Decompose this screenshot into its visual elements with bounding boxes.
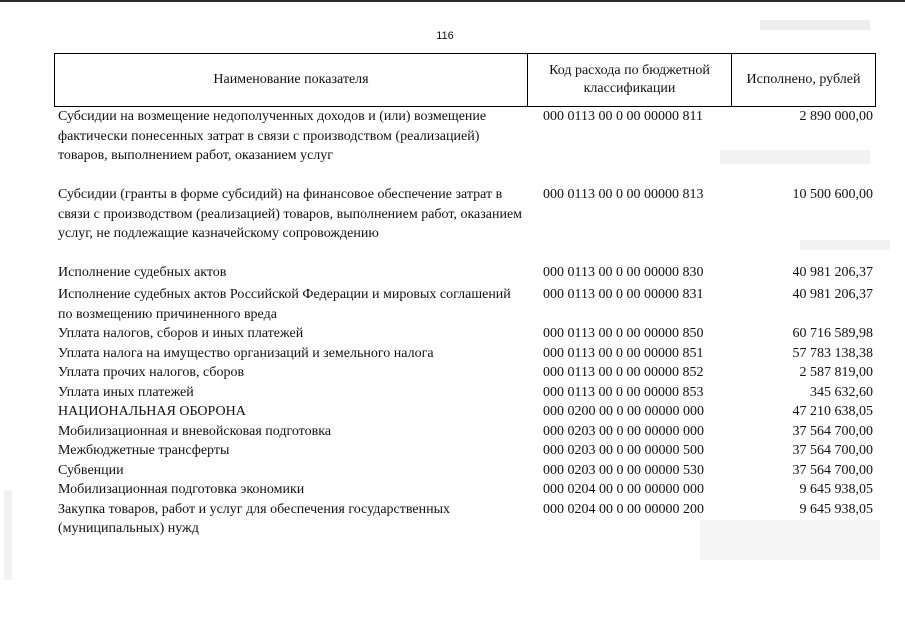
table-row xyxy=(0,324,905,344)
table-body xyxy=(0,107,905,539)
row-name: Закупка товаров, работ и услуг для обеспечения государственных (муниципальных) нужд xyxy=(58,501,451,536)
row-code: 000 0200 00 0 00 00000 000 xyxy=(543,404,704,419)
row-name: Межбюджетные трансферты xyxy=(58,443,230,458)
table-row xyxy=(0,402,905,422)
table-row xyxy=(0,461,905,481)
row-amount: 37 564 700,00 xyxy=(792,423,873,439)
header-name: Наименование показателя xyxy=(55,54,528,106)
table-row xyxy=(0,263,905,285)
table-row xyxy=(0,363,905,383)
row-name: Субсидии на возмещение недополученных доходов и (или) возмещение фактически понесенных затрат в связи с производством (реализацией) товаров, выполнением работ, оказанием услуг xyxy=(58,109,487,163)
scan-noise xyxy=(800,240,890,250)
row-name: Уплата иных платежей xyxy=(58,384,194,400)
row-name: Мобилизационная и вневойсковая подготовка xyxy=(58,423,332,439)
row-name: Субвенции xyxy=(58,462,124,478)
row-amount: 2 587 819,00 xyxy=(799,365,873,380)
row-name: Мобилизационная подготовка экономики xyxy=(58,482,305,497)
row-code: 000 0113 00 0 00 00000 852 xyxy=(543,365,704,380)
scan-noise xyxy=(720,150,870,164)
table-row xyxy=(0,285,905,324)
row-name: НАЦИОНАЛЬНАЯ ОБОРОНА xyxy=(58,404,246,419)
row-amount: 60 716 589,98 xyxy=(792,326,873,341)
row-amount: 9 645 938,05 xyxy=(799,482,873,497)
row-code: 000 0113 00 0 00 00000 830 xyxy=(543,265,704,280)
table-row xyxy=(0,107,905,185)
row-amount: 47 210 638,05 xyxy=(792,404,873,419)
row-amount: 2 890 000,00 xyxy=(799,109,873,124)
row-amount: 37 564 700,00 xyxy=(792,443,873,458)
row-amount: 40 981 206,37 xyxy=(792,265,873,280)
row-amount: 9 645 938,05 xyxy=(799,501,873,517)
row-code: 000 0113 00 0 00 00000 831 xyxy=(543,287,704,302)
header-code: Код расхода по бюджетной классификации xyxy=(528,54,732,106)
scan-top-edge xyxy=(0,0,905,2)
table-row xyxy=(0,344,905,364)
row-amount: 10 500 600,00 xyxy=(792,187,873,202)
row-name: Субсидии (гранты в форме субсидий) на финансовое обеспечение затрат в связи с производством (реализацией) товаров, выполнением работ, оказанием услуг, не подлежащие казначейскому сопровождению xyxy=(58,187,523,241)
row-name: Уплата налога на имущество организаций и земельного налога xyxy=(58,345,434,361)
row-code: 000 0204 00 0 00 00000 200 xyxy=(543,501,704,517)
row-code: 000 0203 00 0 00 00000 000 xyxy=(543,423,704,439)
header-amount: Исполнено, рублей xyxy=(746,72,861,87)
table-row xyxy=(0,441,905,461)
row-code: 000 0203 00 0 00 00000 500 xyxy=(543,443,704,458)
row-amount: 57 783 138,38 xyxy=(792,345,873,361)
row-amount: 37 564 700,00 xyxy=(792,462,873,478)
table-row xyxy=(0,185,905,263)
row-code: 000 0113 00 0 00 00000 811 xyxy=(543,109,703,124)
scan-noise xyxy=(4,490,12,580)
row-code: 000 0113 00 0 00 00000 850 xyxy=(543,326,704,341)
table-row xyxy=(0,383,905,403)
scan-noise xyxy=(700,520,880,560)
page-number: 116 xyxy=(436,30,454,42)
row-name: Исполнение судебных актов xyxy=(58,265,227,280)
row-code: 000 0203 00 0 00 00000 530 xyxy=(543,462,704,478)
table-row xyxy=(0,480,905,500)
row-code: 000 0113 00 0 00 00000 813 xyxy=(543,187,704,202)
row-code: 000 0113 00 0 00 00000 853 xyxy=(543,384,704,400)
table-header xyxy=(54,53,876,107)
row-code: 000 0113 00 0 00 00000 851 xyxy=(543,345,704,361)
row-amount: 345 632,60 xyxy=(810,384,873,400)
row-name: Исполнение судебных актов Российской Федерации и мировых соглашений по возмещению причиненного вреда xyxy=(58,287,511,322)
scan-noise xyxy=(760,20,870,30)
row-code: 000 0204 00 0 00 00000 000 xyxy=(543,482,704,497)
row-amount: 40 981 206,37 xyxy=(792,287,873,302)
row-name: Уплата прочих налогов, сборов xyxy=(58,365,245,380)
table-row xyxy=(0,422,905,442)
row-name: Уплата налогов, сборов и иных платежей xyxy=(58,326,304,341)
